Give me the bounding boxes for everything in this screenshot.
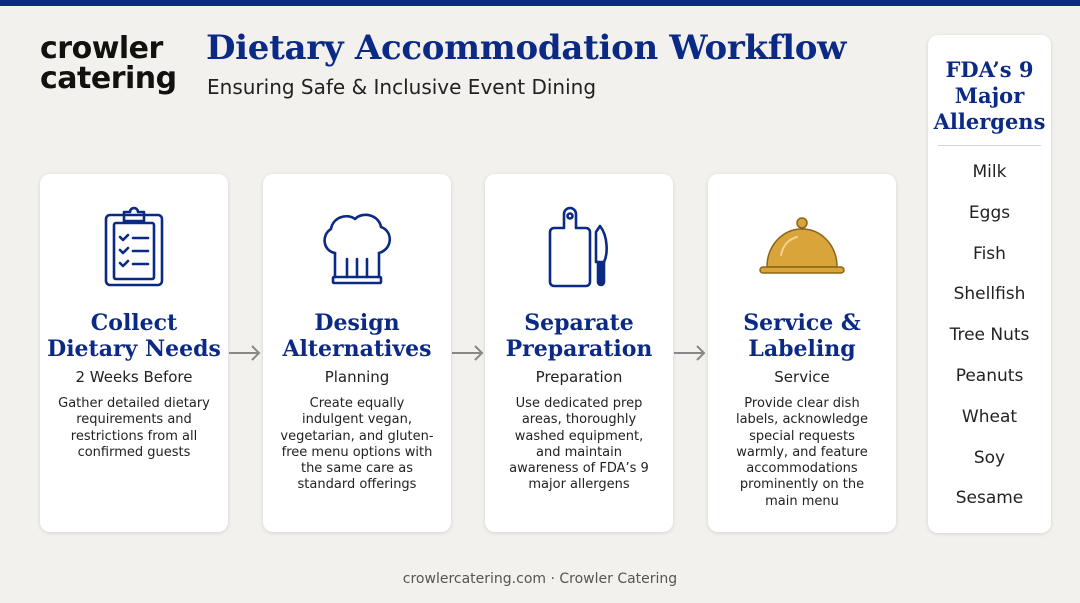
allergen-item: Shellfish (953, 284, 1026, 305)
footer-text: crowlercatering.com · Crowler Catering (402, 571, 678, 587)
allergen-item: Peanuts (955, 365, 1024, 386)
allergens-panel (928, 35, 1051, 533)
allergen-item: Milk (972, 162, 1007, 182)
step-phase: Preparation (535, 368, 623, 386)
step-card-collect (40, 174, 228, 532)
step-phase: Planning (324, 368, 390, 386)
allergens-divider (938, 145, 1041, 146)
allergen-item: Soy (973, 447, 1006, 468)
step-card-separate (485, 174, 673, 532)
step-description: Provide clear dish labels, acknowledge special requests warmly, and feature accommodations prominently on the main menu (735, 396, 869, 509)
allergen-item: Fish (973, 243, 1006, 264)
top-accent-bar (0, 0, 1080, 6)
cutting-board-knife-icon (485, 202, 673, 292)
step-title: Separate Preparation (505, 310, 653, 362)
page-title: Dietary Accommodation Workflow (206, 28, 847, 68)
clipboard-checklist-icon (40, 202, 228, 292)
brand-logo (40, 31, 177, 96)
allergen-item: Tree Nuts (949, 325, 1030, 346)
allergen-item: Eggs (968, 202, 1011, 223)
page-subtitle: Ensuring Safe & Inclusive Event Dining (207, 75, 597, 99)
step-card-design (263, 174, 451, 532)
allergen-item: Wheat (961, 406, 1018, 427)
allergen-item: Sesame (955, 488, 1024, 509)
allergens-title: FDA’s 9 Major Allergens (933, 57, 1046, 134)
step-description: Gather detailed dietary requirements and restrictions from all confirmed guests (58, 396, 210, 460)
brand-logo-line2: catering (40, 61, 177, 96)
arrow-right-icon (451, 344, 485, 362)
allergens-list (928, 159, 1051, 526)
step-card-service (708, 174, 896, 532)
step-phase: 2 Weeks Before (75, 368, 193, 386)
step-title: Design Alternatives (282, 310, 432, 362)
brand-logo-line1: crowler (40, 31, 163, 66)
arrow-right-icon (673, 344, 707, 362)
step-description: Create equally indulgent vegan, vegetarian, and gluten-free menu options with the same care as standard offerings (280, 396, 434, 493)
step-title: Collect Dietary Needs (47, 310, 221, 362)
step-title: Service & Labeling (743, 310, 861, 362)
arrow-right-icon (228, 344, 262, 362)
step-phase: Service (774, 368, 830, 386)
serving-cloche-icon (708, 202, 896, 292)
step-description: Use dedicated prep areas, thoroughly washed equipment, and maintain awareness of FDA’s 9 major allergens (509, 396, 649, 493)
chef-hat-icon (263, 202, 451, 292)
